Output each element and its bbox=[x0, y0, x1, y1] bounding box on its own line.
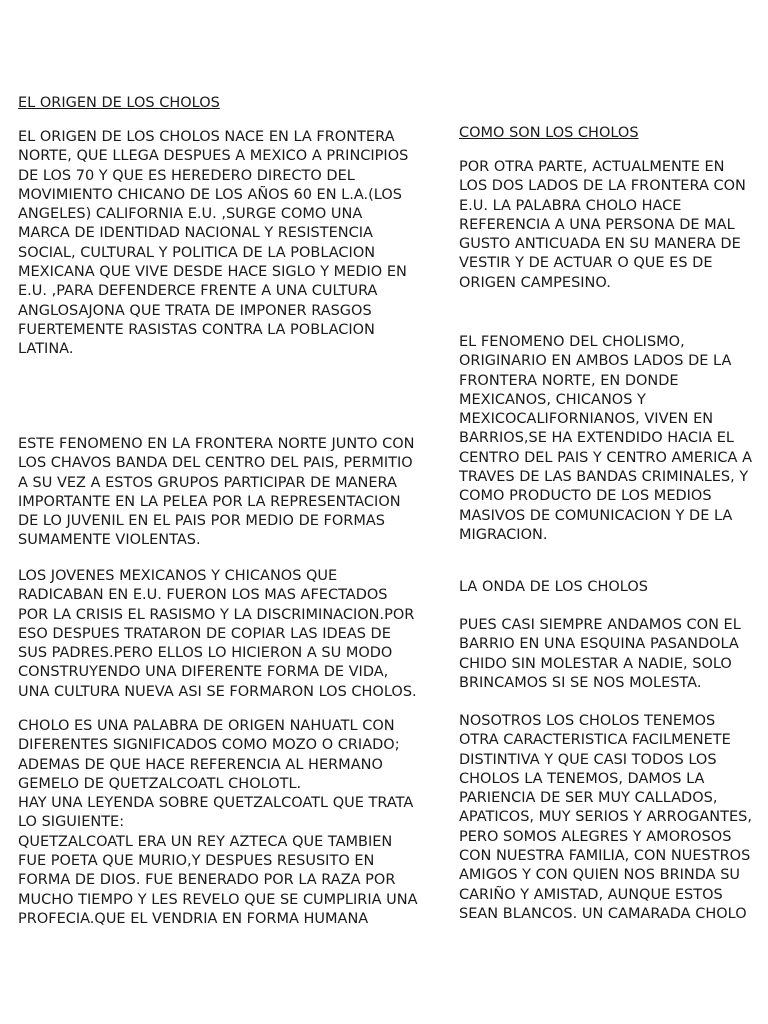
paragraph-por-otra-parte: POR OTRA PARTE, ACTUALMENTE EN LOS DOS LADOS DE LA FRONTERA CON E.U. LA PALABRA CHOLO HACE REFERENCIA A UNA PERSONA DE MAL GUSTO ANTICUADA EN SU MANERA DE VESTIR Y DE ACTUAR O QUE ES DE ORIGEN CAMPESINO. bbox=[459, 159, 746, 291]
paragraph-fenomeno-frontera: ESTE FENOMENO EN LA FRONTERA NORTE JUNTO CON LOS CHAVOS BANDA DEL CENTRO DEL PAIS, PERMITIO A SU VEZ A ESTOS GRUPOS PARTICIPAR DE MANERA IMPORTANTE EN LA PELEA POR LA REPRESENTACION DE LO JUVENIL EN EL PAIS POR MEDIO DE FORMAS SUMAMENTE VIOLENTAS. bbox=[18, 436, 415, 549]
section-title-como-son: COMO SON LOS CHOLOS bbox=[459, 125, 639, 141]
paragraph-barrio: PUES CASI SIEMPRE ANDAMOS CON EL BARRIO EN UNA ESQUINA PASANDOLA CHIDO SIN MOLESTAR A NADIE, SOLO BRINCAMOS SI SE NOS MOLESTA. bbox=[459, 617, 741, 691]
section-title-la-onda: LA ONDA DE LOS CHOLOS bbox=[459, 579, 648, 595]
section-title-origen: EL ORIGEN DE LOS CHOLOS bbox=[18, 95, 220, 111]
paragraph-caracteristica: NOSOTROS LOS CHOLOS TENEMOS OTRA CARACTERISTICA FACILMENETE DISTINTIVA Y QUE CASI TODOS LOS CHOLOS LA TENEMOS, DAMOS LA PARIENCIA DE SER MUY CALLADOS, APATICOS, MUY SERIOS Y ARROGANTES, PERO SOMOS ALEGRES Y AMOROSOS CON NUESTRA FAMILIA, CON NUESTROS AMIGOS Y CON QUIEN NOS BRINDA SU CARIÑO Y AMISTAD, AUNQUE ESTOS SEAN BLANCOS. UN CAMARADA CHOLO bbox=[459, 713, 752, 922]
paragraph-cholismo: EL FENOMENO DEL CHOLISMO, ORIGINARIO EN AMBOS LADOS DE LA FRONTERA NORTE, EN DONDE MEXICANOS, CHICANOS Y MEXICOCALIFORNIANOS, VIVEN EN BARRIOS,SE HA EXTENDIDO HACIA EL CENTRO DEL PAIS Y CENTRO AMERICA A TRAVES DE LAS BANDAS CRIMINALES, Y COMO PRODUCTO DE LOS MEDIOS MASIVOS DE COMUNICACION Y DE LA MIGRACION. bbox=[459, 334, 752, 543]
paragraph-palabra-cholo: CHOLO ES UNA PALABRA DE ORIGEN NAHUATL CON DIFERENTES SIGNIFICADOS COMO MOZO O CRIADO; ADEMAS DE QUE HACE REFERENCIA AL HERMANO GEMELO DE QUETZALCOATL CHOLOTL. HAY UNA LEYENDA SOBRE QUETZALCOATL QUE TRATA LO SIGUIENTE: QUETZALCOATL ERA UN REY AZTECA QUE TAMBIEN FUE POETA QUE MURIO,Y DESPUES RESUSITO EN FORMA DE DIOS. FUE BENERADO POR LA RAZA POR MUCHO TIEMPO Y LES REVELO QUE SE CUMPLIRIA UNA PROFECIA.QUE EL VENDRIA EN FORMA HUMANA bbox=[18, 718, 418, 927]
paragraph-jovenes: LOS JOVENES MEXICANOS Y CHICANOS QUE RADICABAN EN E.U. FUERON LOS MAS AFECTADOS POR LA CRISIS EL RASISMO Y LA DISCRIMINACION.POR ESO DESPUES TRATARON DE COPIAR LAS IDEAS DE SUS PADRES.PERO ELLOS LO HICIERON A SU MODO CONSTRUYENDO UNA DIFERENTE FORMA DE VIDA, UNA CULTURA NUEVA ASI SE FORMARON LOS CHOLOS. bbox=[18, 568, 417, 700]
paragraph-origen: EL ORIGEN DE LOS CHOLOS NACE EN LA FRONTERA NORTE, QUE LLEGA DESPUES A MEXICO A PRINCIPIOS DE LOS 70 Y QUE ES HEREDERO DIRECTO DEL MOVIMIENTO CHICANO DE LOS AÑOS 60 EN L.A.(LOS ANGELES) CALIFORNIA E.U. ,SURGE COMO UNA MARCA DE IDENTIDAD NACIONAL Y RESISTENCIA SOCIAL, CULTURAL Y POLITICA DE LA POBLACION MEXICANA QUE VIVE DESDE HACE SIGLO Y MEDIO EN E.U. ,PARA DEFENDERCE FRENTE A UNA CULTURA ANGLOSAJONA QUE TRATA DE IMPONER RASGOS FUERTEMENTE RASISTAS CONTRA LA POBLACION LATINA. bbox=[18, 129, 409, 358]
